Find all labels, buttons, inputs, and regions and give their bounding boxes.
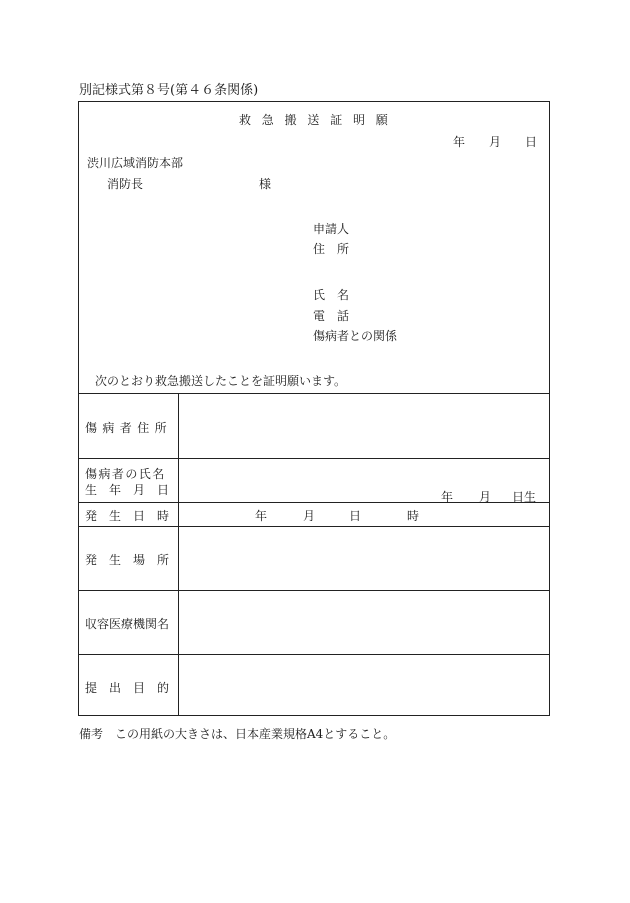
- occurrence-month-label: 月: [303, 509, 316, 523]
- recipient-title: 消防長: [107, 177, 144, 191]
- dob-year-label: 年: [441, 490, 454, 504]
- submission-purpose-label: 提 出 目 的: [85, 681, 170, 695]
- row-divider: [79, 590, 549, 591]
- date-day-label: 日: [525, 135, 538, 149]
- dob-month-label: 月: [479, 490, 492, 504]
- label-column-divider: [178, 393, 179, 715]
- applicant-heading: 申請人: [313, 222, 350, 236]
- occurrence-datetime-label: 発 生 日 時: [85, 509, 170, 523]
- receiving-hospital-label: 収容医療機関名: [85, 617, 170, 631]
- row-divider: [79, 458, 549, 459]
- document-title: 救急搬送証明願: [239, 113, 399, 127]
- relation-to-patient-label: 傷病者との関係: [313, 329, 398, 343]
- occurrence-place-label: 発 生 場 所: [85, 553, 170, 567]
- applicant-address-label: 住 所: [313, 242, 350, 256]
- date-month-label: 月: [489, 135, 502, 149]
- form-number-heading: 別記様式第８号(第４６条関係): [79, 83, 259, 98]
- patient-dob-label: 生 年 月 日: [85, 483, 170, 497]
- honorific: 様: [259, 177, 272, 191]
- recipient-organization: 渋川広域消防本部: [87, 156, 184, 170]
- applicant-phone-label: 電 話: [313, 309, 350, 323]
- patient-name-label: 傷病者の氏名: [85, 467, 166, 481]
- request-statement: 次のとおり救急搬送したことを証明願います。: [95, 374, 347, 388]
- row-divider: [79, 526, 549, 527]
- row-divider: [79, 654, 549, 655]
- occurrence-year-label: 年: [255, 509, 268, 523]
- occurrence-hour-label: 時: [407, 509, 420, 523]
- applicant-name-label: 氏 名: [313, 288, 350, 302]
- table-top-border: [79, 393, 549, 394]
- dob-day-label: 日生: [512, 490, 537, 504]
- occurrence-day-label: 日: [349, 509, 362, 523]
- certificate-form: [78, 101, 550, 716]
- footnote: 備考 この用紙の大きさは、日本産業規格A4とすること。: [79, 727, 396, 741]
- patient-address-label: 傷病者住所: [85, 421, 173, 435]
- date-year-label: 年: [453, 135, 466, 149]
